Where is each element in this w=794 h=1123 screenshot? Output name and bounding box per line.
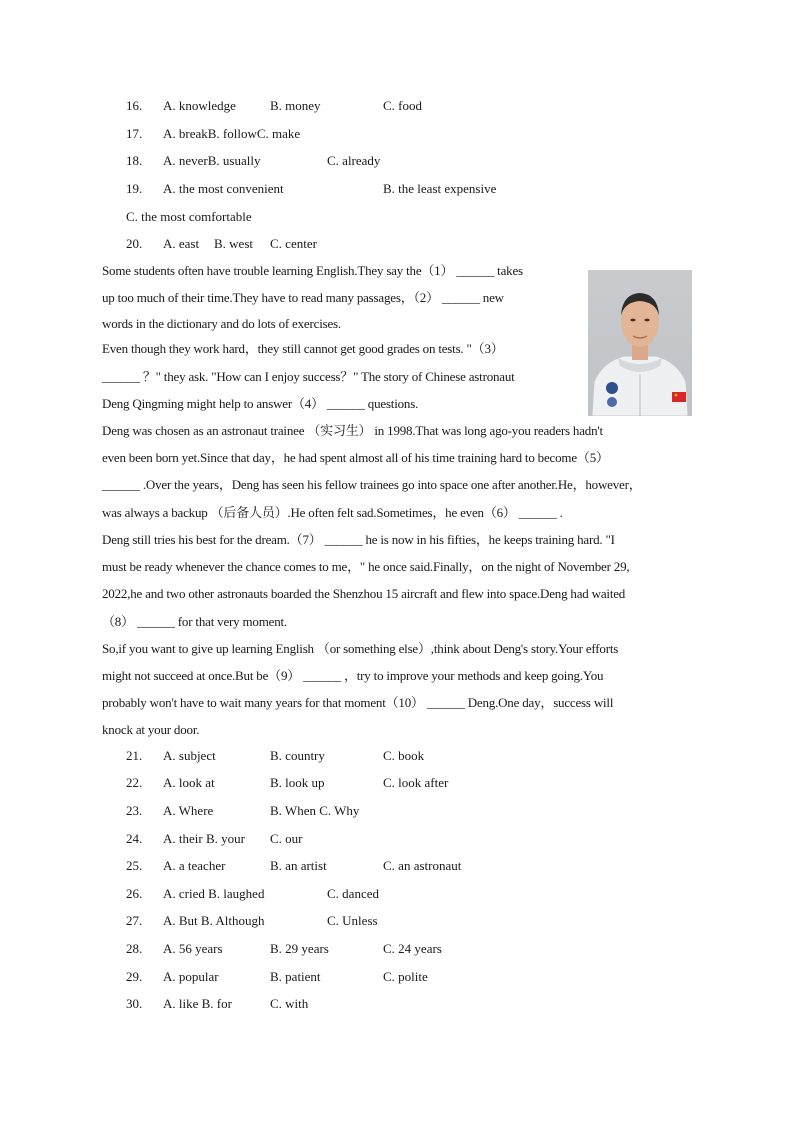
option-c: C. danced: [327, 886, 379, 901]
passage-line: knock at your door.: [102, 722, 200, 737]
option-a: A. the most convenient: [163, 181, 284, 196]
option-c: C. polite: [383, 969, 428, 984]
question-number: 27.: [126, 913, 143, 928]
option-a: A. their B. your: [163, 831, 245, 846]
passage-line: even been born yet.Since that day，he had spent almost all of his time training hard to become（5）: [102, 450, 609, 465]
passage-line: must be ready whenever the chance comes to me，" he once said.Finally，on the night of November 29,: [102, 559, 630, 574]
question-number: 28.: [126, 941, 143, 956]
option-a: A. cried B. laughed: [163, 886, 265, 901]
option-a: A. But B. Although: [163, 913, 265, 928]
question-number: 30.: [126, 996, 143, 1011]
question-number: 17.: [126, 126, 143, 141]
passage-line: Some students often have trouble learning English.They say the（1） ______ takes: [102, 263, 523, 278]
question-number: 18.: [126, 153, 143, 168]
option-a: A. like B. for: [163, 996, 232, 1011]
option-c: C. an astronaut: [383, 858, 462, 873]
option-c: C. with: [270, 996, 309, 1011]
option-a: A. east: [163, 236, 200, 251]
question-number: 26.: [126, 886, 143, 901]
option-a: A. Where: [163, 803, 214, 818]
passage-line: up too much of their time.They have to read many passages，（2） ______ new: [102, 290, 504, 305]
option-a: A. look at: [163, 775, 215, 790]
option-a: A. knowledge: [163, 98, 236, 113]
passage-line: probably won't have to wait many years for that moment（10） ______ Deng.One day，success will: [102, 695, 614, 710]
question-number: 21.: [126, 748, 143, 763]
astronaut-photo: [588, 270, 692, 416]
option-c: C. the most comfortable: [126, 209, 252, 224]
option-b: B. west: [214, 236, 253, 251]
passage-line: ______ ？" they ask. "How can I enjoy success？" The story of Chinese astronaut: [102, 369, 515, 384]
passage-line: ______ .Over the years，Deng has seen his fellow trainees go into space one after another.He，however，: [102, 477, 642, 492]
option-c: C. Unless: [327, 913, 378, 928]
option-c: C. our: [270, 831, 303, 846]
option-a: A. popular: [163, 969, 219, 984]
question-number: 16.: [126, 98, 143, 113]
passage-line: （8） ______ for that very moment.: [102, 614, 287, 629]
option-a: A. breakB. followC. make: [163, 126, 301, 141]
option-b: B. When C. Why: [270, 803, 360, 818]
option-c: C. look after: [383, 775, 449, 790]
option-c: C. food: [383, 98, 422, 113]
option-c: C. book: [383, 748, 425, 763]
option-b: B. look up: [270, 775, 325, 790]
option-a: A. neverB. usually: [163, 153, 261, 168]
passage-line: 2022,he and two other astronauts boarded the Shenzhou 15 aircraft and flew into space.Deng had waited: [102, 586, 626, 601]
option-a: A. a teacher: [163, 858, 226, 873]
passage-line: words in the dictionary and do lots of exercises.: [102, 316, 341, 331]
option-a: A. subject: [163, 748, 216, 763]
question-number: 19.: [126, 181, 143, 196]
option-b: B. money: [270, 98, 321, 113]
question-number: 29.: [126, 969, 143, 984]
question-number: 23.: [126, 803, 143, 818]
option-b: B. country: [270, 748, 325, 763]
option-b: B. patient: [270, 969, 321, 984]
question-number: 24.: [126, 831, 143, 846]
question-number: 22.: [126, 775, 143, 790]
option-b: B. 29 years: [270, 941, 329, 956]
question-number: 25.: [126, 858, 143, 873]
option-c: C. center: [270, 236, 317, 251]
option-a: A. 56 years: [163, 941, 223, 956]
passage-line: So,if you want to give up learning English （or something else）,think about Deng's story.Your efforts: [102, 641, 619, 656]
option-b: B. an artist: [270, 858, 327, 873]
passage-line: Deng was chosen as an astronaut trainee （实习生） in 1998.That was long ago-you readers hadn't: [102, 423, 603, 438]
passage-line: might not succeed at once.But be（9） ______ ，try to improve your methods and keep going.You: [102, 668, 604, 683]
question-number: 20.: [126, 236, 143, 251]
option-b: B. the least expensive: [383, 181, 497, 196]
passage-line: was always a backup （后备人员）.He often felt sad.Sometimes，he even（6） ______ .: [102, 505, 563, 520]
option-c: C. 24 years: [383, 941, 442, 956]
passage-line: Deng Qingming might help to answer（4） ______ questions.: [102, 396, 419, 411]
passage-line: Even though they work hard，they still cannot get good grades on tests. "（3）: [102, 341, 504, 356]
option-c: C. already: [327, 153, 381, 168]
passage-line: Deng still tries his best for the dream.（7） ______ he is now in his fifties，he keeps training hard. "I: [102, 532, 615, 547]
